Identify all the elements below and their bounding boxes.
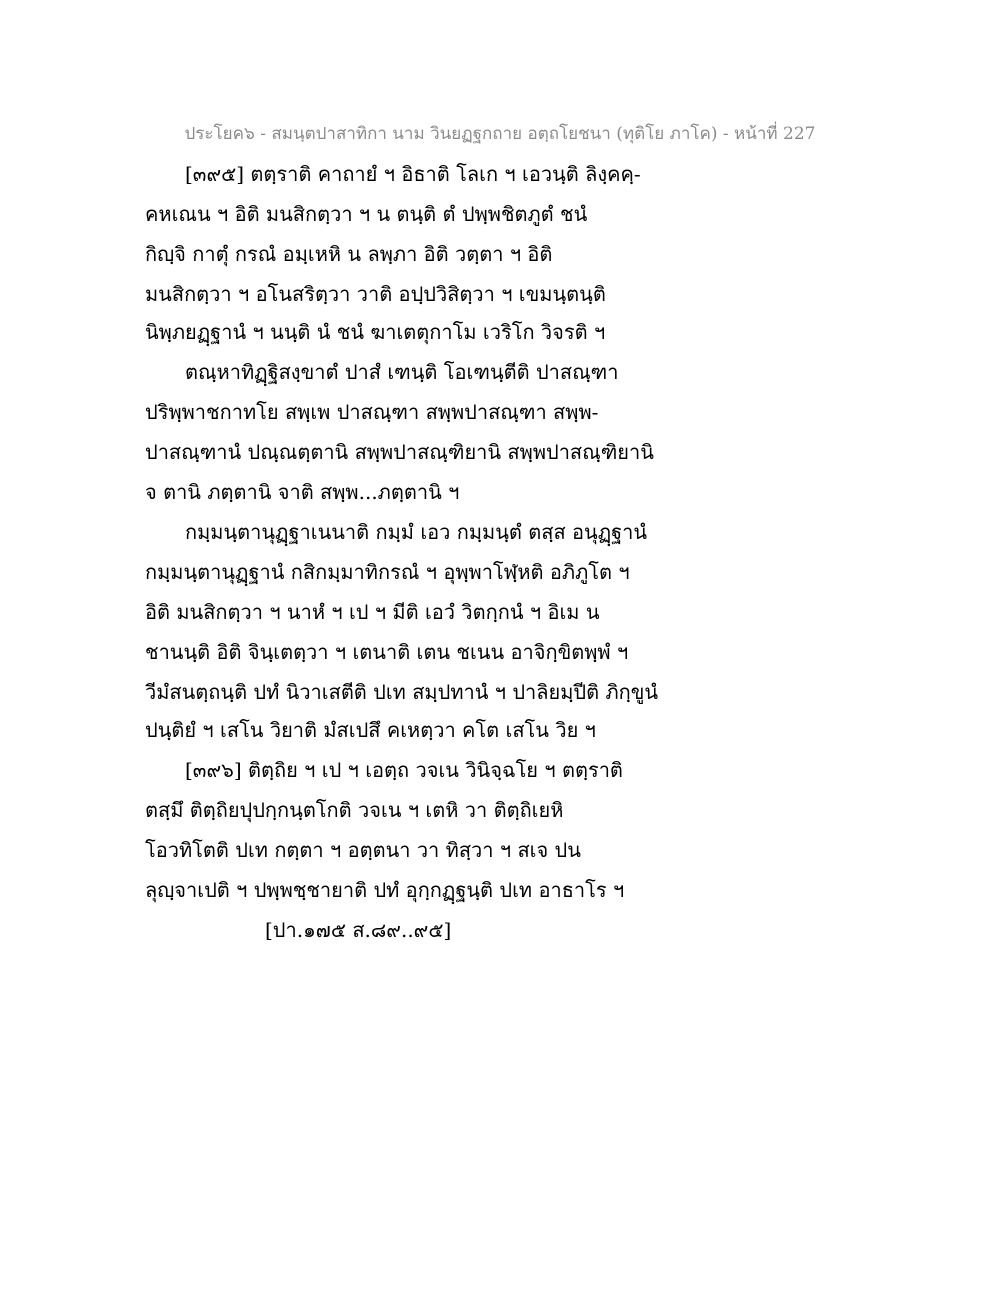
paragraph-line: นิพฺภยฏฺฐานํ ฯ นนฺติ นํ ชนํ ฆาเตตุกาโม เวริโก วิจรติ ฯ [145, 320, 606, 344]
paragraph-line: ชานนฺติ อิติ จินฺเตตฺวา ฯ เตนาติ เตน ชเนน อาจิกฺขิตพฺพํ ฯ [145, 640, 629, 664]
paragraph-line: ตสฺมึ ติตฺถิยปุปกฺกนฺตโกติ วจเน ฯ เตหิ วา ติตฺถิเยหิ [145, 798, 564, 822]
paragraph-line: วีมํสนตฺถนฺติ ปทํ นิวาเสตีติ ปเท สมฺปทานํ ฯ ปาลิยมฺปีติ ภิกฺขูนํ [145, 680, 659, 704]
paragraph-line: คหเณน ฯ อิติ มนสิกตฺวา ฯ น ตนฺติ ตํ ปพฺพชิตภูตํ ชนํ [145, 202, 588, 226]
paragraph-line: [๓๙๕] ตตฺราติ คาถายํ ฯ อิธาติ โลเก ฯ เอวนฺติ ลิงฺคคฺ- [185, 162, 641, 186]
paragraph-line: โอวทิโตติ ปเท กตฺตา ฯ อตฺตนา วา ทิสฺวา ฯ สเจ ปน [145, 838, 581, 862]
paragraph-line: กมฺมนฺตานุฏฺฐาเนนาติ กมฺมํ เอว กมฺมนฺตํ ตสฺส อนุฏฺฐานํ [185, 520, 648, 544]
paragraph-line: ตณฺหาทิฏฺฐิสงฺขาตํ ปาสํ เฑนฺติ โอเฑนฺตีติ ปาสณฺฑา [185, 360, 619, 384]
page-reference: [ปา.๑๗๕ ส.๘๙..๙๕] [265, 918, 452, 942]
paragraph-line: ปริพฺพาชกาทโย สพฺเพ ปาสณฺฑา สพฺพปาสณฺฑา สพฺพ- [145, 400, 599, 424]
paragraph-line: จ ตานิ ภตฺตานิ จาติ สพฺพ...ภตฺตานิ ฯ [145, 480, 460, 504]
paragraph-line: กมฺมนฺตานุฏฺฐานํ กสิกมฺมาทิกรณํ ฯ อุพฺพาโฬฺหติ อภิภูโต ฯ [145, 560, 630, 584]
paragraph-line: ปาสณฺฑานํ ปณฺณตฺตานิ สพฺพปาสณฺฑิยานิ สพฺพปาสณฺฑิยานิ [145, 440, 654, 464]
paragraph-line: ลุญฺจาเปติ ฯ ปพฺพชฺชายาติ ปทํ อุกฺกฏฺฐนฺติ ปเท อาธาโร ฯ [145, 878, 625, 902]
paragraph-line: อิติ มนสิกตฺวา ฯ นาหํ ฯ เป ฯ มีติ เอวํ วิตกฺกนํ ฯ อิเม น [145, 600, 600, 624]
paragraph-line: มนสิกตฺวา ฯ อโนสริตฺวา วาติ อปฺปวิสิตฺวา ฯ เขมนฺตนฺติ [145, 282, 606, 306]
paragraph-line: ปนฺติยํ ฯ เสโน วิยาติ มํสเปสึ คเหตฺวา คโต เสโน วิย ฯ [145, 718, 596, 742]
paragraph-line: กิญฺจิ กาตุํ กรณํ อมฺเหหิ น ลพฺภา อิติ วตฺตา ฯ อิติ [145, 242, 553, 266]
page-header: ประโยค๖ - สมนฺตปาสาทิกา นาม วินยฏฐกถาย อตฺถโยชนา (ทุติโย ภาโค) - หน้าที่ 227 [184, 124, 816, 144]
paragraph-line: [๓๙๖] ติตฺถิย ฯ เป ฯ เอตฺถ วจเน วินิจฺฉโย ฯ ตตฺราติ [185, 758, 623, 782]
